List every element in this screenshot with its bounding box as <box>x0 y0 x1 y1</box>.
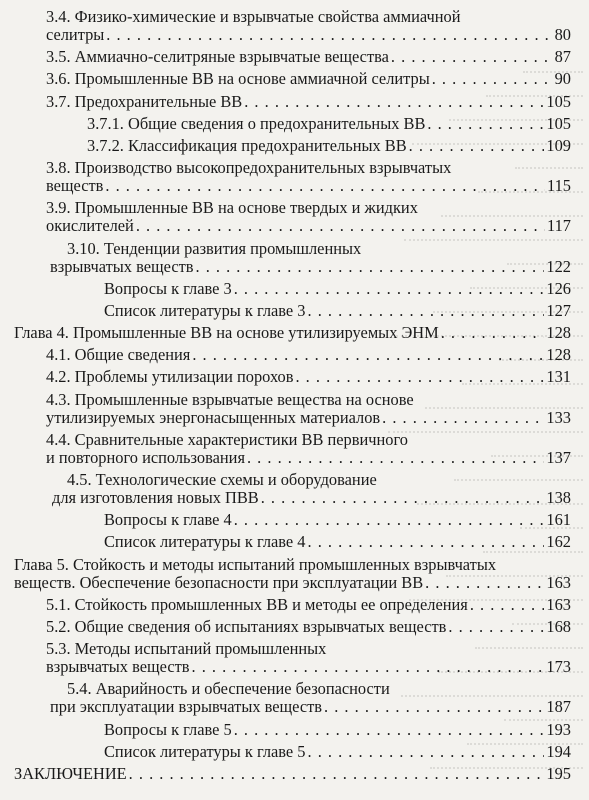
toc-entry[interactable] <box>0 680 589 716</box>
toc-page-number: 117 <box>547 216 571 236</box>
dot-leader <box>448 618 544 636</box>
dot-leader <box>106 26 552 44</box>
toc-entry[interactable] <box>0 391 589 427</box>
toc-entry-title-line: 4.5. Технологические схемы и оборудование <box>67 470 377 489</box>
toc-entry-title-line: Список литературы к главе 3 <box>104 300 306 320</box>
toc-page-number: 131 <box>546 367 571 387</box>
toc-entry[interactable] <box>0 471 589 507</box>
toc-page-number: 161 <box>546 510 571 530</box>
toc-entry[interactable] <box>0 137 589 155</box>
toc-entry[interactable] <box>0 8 589 44</box>
toc-entry-title-line: 3.10. Тенденции развития промышленных <box>67 238 362 258</box>
toc-entry-title-line: 3.8. Производство высокопредохранительных взрывчатых <box>46 158 452 178</box>
toc-entry[interactable] <box>0 324 589 342</box>
toc-page-number: 109 <box>546 135 571 155</box>
toc-entry[interactable] <box>0 93 589 111</box>
toc-entry-title-line: 5.4. Аварийность и обеспечение безопасности <box>67 679 390 699</box>
toc-entry[interactable] <box>0 159 589 195</box>
toc-entry-title-line: 3.9. Промышленные ВВ на основе твердых и жидких <box>46 198 418 218</box>
toc-entry[interactable] <box>0 199 589 235</box>
toc-entry-title-line: 5.1. Стойкость промышленных ВВ и методы ее определения <box>46 594 468 614</box>
toc-entry[interactable] <box>0 431 589 467</box>
toc-page-number: 163 <box>546 594 571 614</box>
toc-entry[interactable] <box>0 640 589 676</box>
toc-page-number: 137 <box>546 447 571 467</box>
toc-entry-title-line: окислителей <box>46 216 134 236</box>
toc-page-number: 128 <box>546 323 571 343</box>
dot-leader <box>295 368 544 386</box>
toc-page-number: 127 <box>546 300 571 320</box>
dot-leader <box>247 449 544 467</box>
toc-entry[interactable] <box>0 48 589 66</box>
toc-entry-title-line: Глава 5. Стойкость и методы испытаний промышленных взрывчатых <box>14 554 497 574</box>
toc-entry-title-line: для изготовления новых ПВВ <box>52 488 259 507</box>
toc-page-number: 133 <box>546 407 571 427</box>
table-of-contents <box>0 8 589 787</box>
toc-entry[interactable] <box>0 368 589 386</box>
toc-entry-title-line: 4.1. Общие сведения <box>46 345 191 365</box>
dot-leader <box>432 70 553 88</box>
toc-entry[interactable] <box>0 596 589 614</box>
toc-page-number: 105 <box>546 91 571 111</box>
toc-entry-title-line: 3.7.2. Классификация предохранительных ВВ <box>87 135 407 155</box>
dot-leader <box>192 658 545 676</box>
toc-entry[interactable] <box>0 743 589 761</box>
dot-leader <box>234 721 545 739</box>
dot-leader <box>129 765 545 783</box>
toc-page-number: 193 <box>546 719 571 739</box>
toc-page-number: 168 <box>546 616 571 636</box>
toc-entry-title-line: взрывчатых веществ <box>46 657 190 677</box>
toc-entry-title-line: 3.7. Предохранительные ВВ <box>46 91 243 111</box>
toc-page-number: 87 <box>554 47 571 67</box>
toc-entry[interactable] <box>0 511 589 529</box>
toc-entry-title-line: Вопросы к главе 3 <box>104 278 232 298</box>
toc-entry-title-line: 5.3. Методы испытаний промышленных <box>46 639 327 659</box>
toc-entry-title-line: при эксплуатации взрывчатых веществ <box>50 697 323 717</box>
toc-entry-title-line: Вопросы к главе 4 <box>104 510 232 530</box>
dot-leader <box>391 48 553 66</box>
toc-entry[interactable] <box>0 115 589 133</box>
dot-leader <box>409 137 545 155</box>
toc-page-number: 80 <box>554 25 571 44</box>
toc-entry-title-line: и повторного использования <box>46 447 245 467</box>
toc-entry-title-line: 5.2. Общие сведения об испытаниях взрывчатых веществ <box>46 616 447 636</box>
dot-leader <box>261 489 545 507</box>
toc-entry[interactable] <box>0 556 589 592</box>
toc-page-number: 138 <box>546 488 571 507</box>
toc-entry-title-line: Глава 4. Промышленные ВВ на основе утилизируемых ЭНМ <box>14 323 439 343</box>
toc-entry[interactable] <box>0 533 589 551</box>
dot-leader <box>441 324 545 342</box>
toc-entry[interactable] <box>0 302 589 320</box>
toc-entry[interactable] <box>0 70 589 88</box>
dot-leader <box>105 177 545 195</box>
toc-entry-title-line: Список литературы к главе 5 <box>104 741 306 761</box>
dot-leader <box>382 409 544 427</box>
toc-page-number: 90 <box>554 69 571 89</box>
toc-entry[interactable] <box>0 721 589 739</box>
dot-leader <box>192 346 544 364</box>
dot-leader <box>308 533 545 551</box>
toc-page-number: 126 <box>546 278 571 298</box>
dot-leader <box>196 258 545 276</box>
toc-entry-title-line: 3.4. Физико-химические и взрывчатые свойства аммиачной <box>46 7 461 26</box>
toc-entry-title-line: веществ <box>46 176 104 196</box>
toc-entry-title-line: 4.4. Сравнительные характеристики ВВ первичного <box>46 429 408 449</box>
dot-leader <box>425 574 544 592</box>
toc-page-number: 105 <box>546 113 571 133</box>
dot-leader <box>427 115 544 133</box>
dot-leader <box>234 280 545 298</box>
toc-entry-title-line: утилизируемых энергонасыщенных материалов <box>46 407 381 427</box>
toc-entry-title-line: 4.2. Проблемы утилизации порохов <box>46 367 294 387</box>
toc-page-number: 122 <box>546 256 571 276</box>
toc-entry-title-line: 4.3. Промышленные взрывчатые вещества на основе <box>46 389 414 409</box>
dot-leader <box>136 217 545 235</box>
toc-page-number: 187 <box>546 697 571 717</box>
dot-leader <box>308 743 545 761</box>
toc-page-number: 194 <box>546 741 571 761</box>
toc-entry[interactable] <box>0 765 589 783</box>
toc-page-number: 173 <box>546 657 571 677</box>
toc-page-number: 195 <box>546 763 571 783</box>
toc-entry[interactable] <box>0 280 589 298</box>
dot-leader <box>324 698 544 716</box>
dot-leader <box>470 596 545 614</box>
toc-page-number: 128 <box>546 345 571 365</box>
dot-leader <box>244 93 544 111</box>
toc-page-number: 162 <box>546 532 571 552</box>
toc-entry-title-line: ЗАКЛЮЧЕНИЕ <box>14 763 127 783</box>
toc-entry-title-line: Вопросы к главе 5 <box>104 719 232 739</box>
dot-leader <box>308 302 545 320</box>
toc-entry-title-line: 3.6. Промышленные ВВ на основе аммиачной селитры <box>46 69 430 89</box>
toc-entry[interactable] <box>0 240 589 276</box>
toc-entry[interactable] <box>0 618 589 636</box>
toc-page-number: 115 <box>547 176 571 196</box>
dot-leader <box>234 511 545 529</box>
toc-entry-title-line: 3.5. Аммиачно-селитряные взрывчатые вещества <box>46 47 389 67</box>
toc-entry-title-line: веществ. Обеспечение безопасности при эксплуатации ВВ <box>14 572 424 592</box>
toc-entry-title-line: Список литературы к главе 4 <box>104 532 306 552</box>
toc-entry-title-line: взрывчатых веществ <box>50 256 194 276</box>
toc-page-number: 163 <box>546 572 571 592</box>
toc-entry[interactable] <box>0 346 589 364</box>
toc-entry-title-line: 3.7.1. Общие сведения о предохранительных ВВ <box>87 113 426 133</box>
toc-entry-title-line: селитры <box>46 25 105 44</box>
